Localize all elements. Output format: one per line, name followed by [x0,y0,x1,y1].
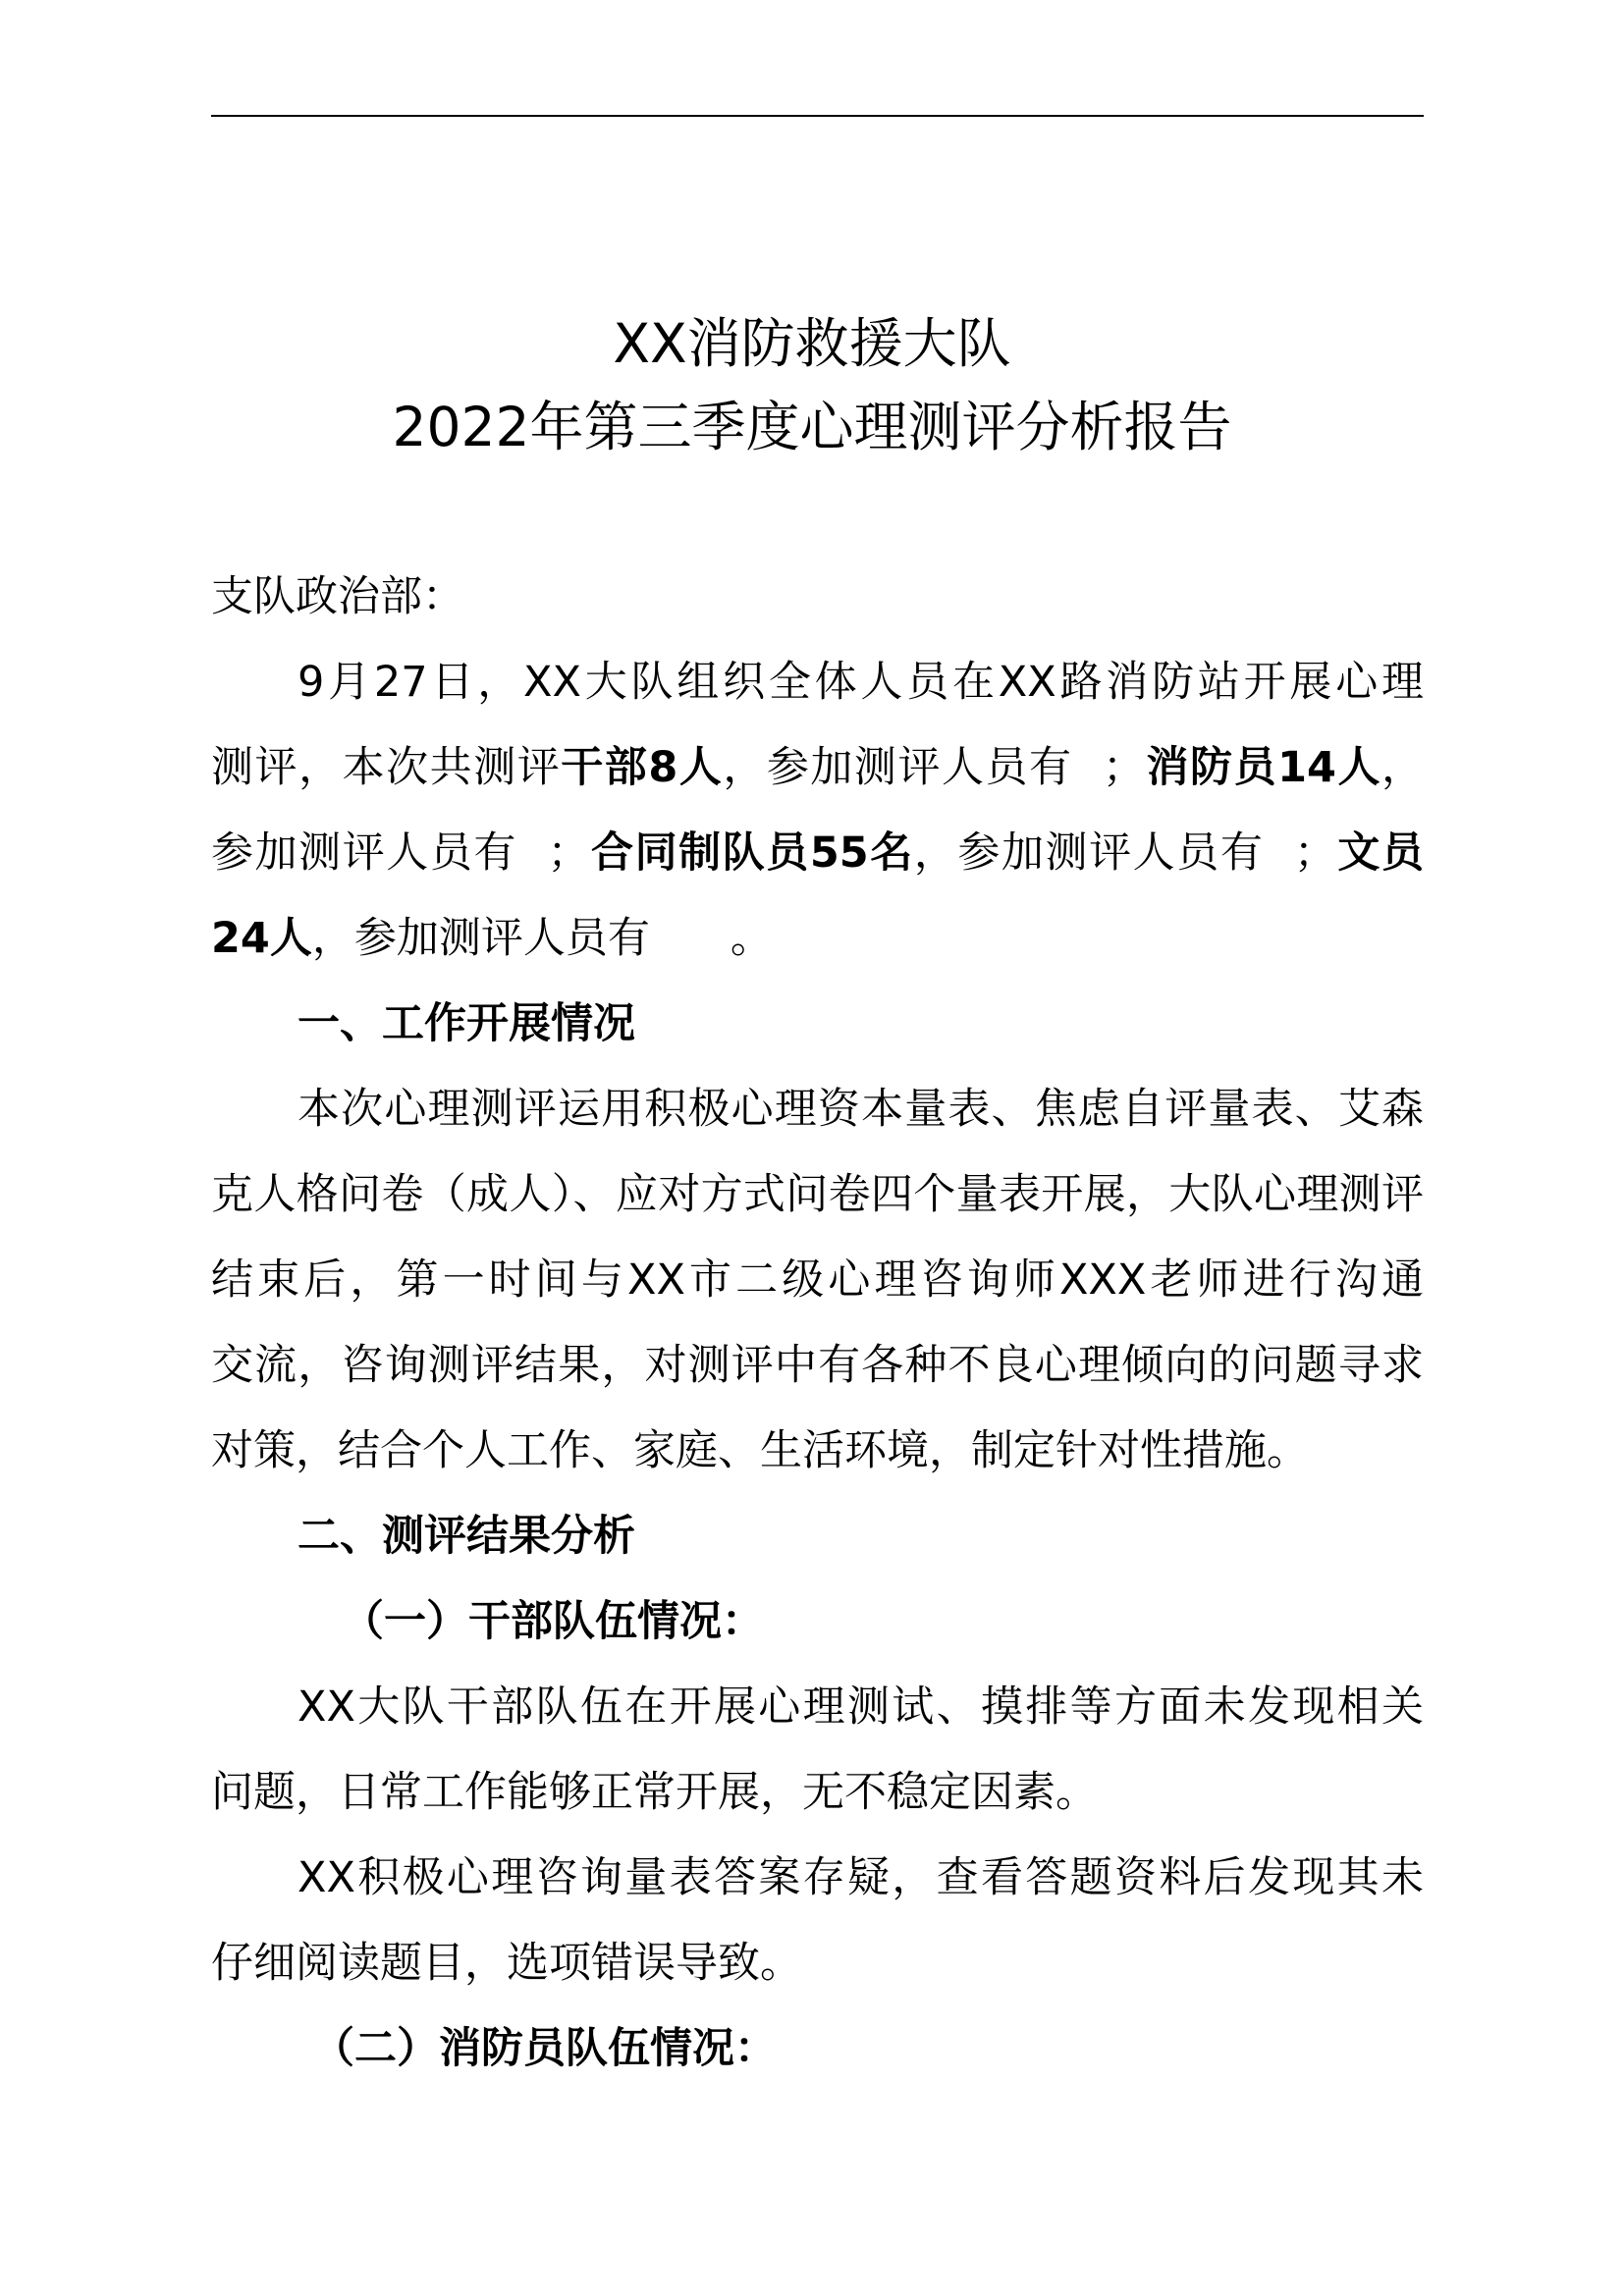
text-run: 克人格问卷（成人）、应对方式问卷四个量表开展，大队心理测评 [211,1170,1424,1219]
bold-text: 干部8人 [561,743,724,792]
text-run: XX大队干部队伍在开展心理测试、摸排等方面未发现相关 [298,1682,1424,1732]
text-run: 仔细阅读题目，选项错误导致。 [211,1939,802,1988]
text-line [211,1836,1424,1921]
text-run: （二）消防员队伍情况： [312,2024,777,2073]
text-line [211,811,1424,896]
bold-text: 合同制队员55名 [589,828,914,878]
text-line [211,1067,1424,1152]
bold-text: 消防员14人 [1144,743,1381,792]
text-run: 对策，结合个人工作、家庭、生活环境，制定针对性措施。 [211,1426,1309,1475]
text-line [211,640,1424,725]
text-line [211,725,1424,811]
text-run: 交流，咨询测评结果，对测评中有各种不良心理倾向的问题寻求 [211,1341,1424,1390]
text-line [211,896,1424,982]
text-line [211,1152,1424,1238]
text-line [211,1238,1424,1323]
section-heading [211,2006,1424,2092]
text-run: ，参加测评人员有 ； [913,828,1336,878]
text-run: 问题，日常工作能够正常开展，无不稳定因素。 [211,1768,1098,1817]
document-title-line-1: XX消防救援大队 [613,312,1011,375]
text-line [211,1409,1424,1494]
text-line [211,1750,1424,1836]
text-run: ，参加测评人员有 。 [311,914,773,963]
text-run: 结束后，第一时间与XX市二级心理咨询师XXX老师进行沟通 [211,1255,1424,1305]
text-run: ，参加测评人员有 ； [723,743,1145,792]
section-heading [211,1494,1424,1579]
document-title-line-2: 2022年第三季度心理测评分析报告 [392,396,1232,458]
text-line [211,1665,1424,1750]
text-run: ， [1381,743,1424,792]
document-body [211,555,1424,2092]
section-heading [211,982,1424,1067]
text-line [211,1921,1424,2006]
text-run: XX积极心理咨询量表答案存疑，查看答题资料后发现其未 [298,1853,1424,1902]
text-run: 本次心理测评运用积极心理资本量表、焦虑自评量表、艾森 [298,1085,1424,1134]
bold-text: 文员 [1335,828,1424,878]
text-run: 二、测评结果分析 [298,1512,635,1561]
text-run: 参加测评人员有 ； [211,828,590,878]
section-heading [211,1579,1424,1665]
bold-text: 24人 [211,914,312,963]
text-line [211,1323,1424,1409]
text-run: 一、工作开展情况 [298,999,635,1048]
text-line [211,555,1424,640]
text-run: 9月27日，XX大队组织全体人员在XX路消防站开展心理 [298,658,1424,707]
text-run: 测评，本次共测评 [211,743,562,792]
text-run: 支队政治部： [211,572,464,621]
text-run: （一）干部队伍情况： [342,1597,764,1646]
header-rule [211,115,1424,117]
